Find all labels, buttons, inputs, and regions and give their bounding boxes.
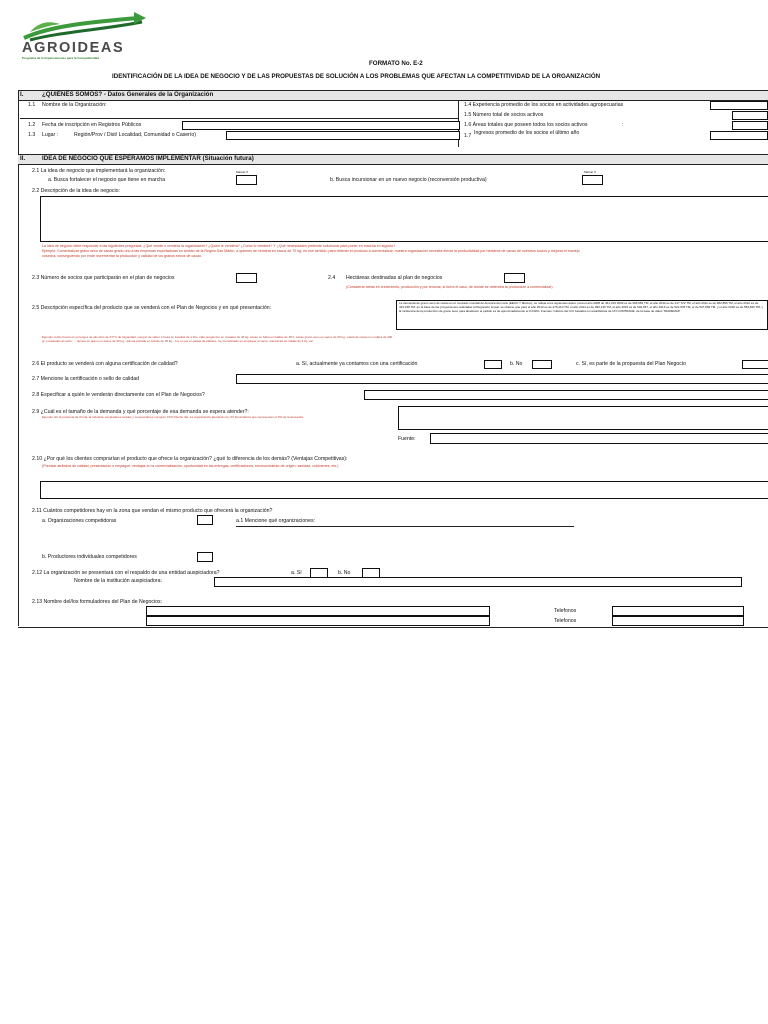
mark-x-a: Marcar X	[236, 170, 249, 174]
phone-field-1[interactable]	[612, 606, 744, 616]
logo-name: AGROIDEAS	[22, 40, 125, 56]
location-field[interactable]	[226, 131, 460, 140]
label-2-6-b: b. No	[510, 361, 523, 367]
label-source: Fuente:	[398, 436, 416, 442]
label-1-3-num: 1.3	[28, 132, 36, 138]
label-2-11-a1: a.1 Mencione qué organizaciones:	[236, 518, 316, 524]
label-1-7: Ingresos promedio de los socios el último año	[474, 130, 580, 136]
label-2-4-num: 2.4	[328, 275, 336, 281]
label-2-13: 2.13 Nombre del/los formuladores del Plan de Negocios:	[32, 599, 163, 605]
label-1-2-num: 1.2	[28, 122, 36, 128]
section-2-number: II.	[20, 155, 26, 162]
note-2-2-line1: La idea de negocio debe responder a las siguientes preguntas: ¿Qué vende o venderá la organización? ¿Quién le venderá? ¿Cómo lo venderá? Y ¿Qué necesidades pretende solucionar para poner en marcha el negocio?	[42, 244, 396, 248]
note-2-10: (Precisar atributos de calidad, presentación o empaque, ventajas en la comercialización, oportunidad en las entregas, certificaciones, reconocimiento de origen, sanidad, volúmenes, etc.)	[42, 464, 339, 468]
label-telefonos-1: Telefonos	[554, 608, 577, 614]
label-2-11: 2.11 Cuántos competidores hay en la zona que vendan el mismo producto que ofrecerá la organización?	[32, 508, 273, 514]
formulator-name-field-2[interactable]	[146, 616, 490, 626]
note-2-2-line2: Ejemplo: Comercializar grano seco de cacao grado uno a las empresas exportadoras en ámbito de la Región San Martín, a quienes de venderá en sacos de 70 kg; en ese sentido, para obtener el producto a comercializar, nuestra organización necesita elevar la productividad por hectárea de cacao de nuestros socios y mejorar el manejo	[42, 249, 580, 253]
mark-x-b: Marcar X	[584, 170, 597, 174]
label-1-6-colon: :	[622, 122, 624, 128]
phone-field-2[interactable]	[612, 616, 744, 626]
label-2-6: 2.6 El producto se venderá con alguna certificación de calidad?	[32, 361, 178, 367]
section-2-title: IDEA DE NEGOCIO QUE ESPERAMOS IMPLEMENTAR (Situación futura)	[42, 155, 254, 162]
checkbox-2-6-a[interactable]	[484, 360, 502, 369]
label-1-4: 1.4 Experiencia promedio de los socios en actividades agropecuarias	[464, 102, 624, 108]
section-1-title: ¿QUIÉNES SOMOS? - Datos Generales de la Organización	[42, 91, 214, 98]
note-2-5: Ejemplo: leche fresca en porongos de aluminio de X?? lt de capacidad, yougurt de sabor a fresa en botellas de 1 litro, café pergamino en costales de 46 kg, cacao en baba en baldes de 18 lt, cacao grano seco en sacos de 50 kg., pasta de cacao en moldes de 200 gr. envasados al vacío, ... quinua en grano en sacos de 50 kg., quinua perlada en bolsas de 25 kg., cuy en pie en jaulas de plástico, cuy beneficiado en empaque al vacío, manzanas en mallas de 1 kg, etc.	[42, 335, 393, 343]
label-2-5: 2.5 Descripción específica del producto que se venderá con el Plan de Negocios y en qué presentación:	[32, 305, 272, 311]
competitor-orgs-count-field[interactable]	[197, 515, 213, 525]
label-1-6: 1.6 Áreas totales que poseen todos los socios activos	[464, 122, 588, 128]
note-2-9: Ejemplo: En la provincia de Chota, la industria, acopiadores locales y consumidores compran XXX lt/leche día. La organización atenderá con XX litros/diarios que representan el X% de la demanda	[42, 415, 303, 419]
label-2-8: 2.8 Especificar a quién le venderán directamente con el Plan de Negocios?	[32, 392, 205, 398]
buyer-field[interactable]	[364, 390, 768, 400]
label-sponsor: Nombre de la institución auspiciadora:	[74, 578, 162, 584]
label-2-12-no: b. No	[338, 570, 351, 576]
checkbox-2-1-a[interactable]	[236, 175, 257, 185]
checkbox-2-6-b[interactable]	[532, 360, 552, 369]
agroideas-logo	[20, 12, 150, 64]
label-2-9: 2.9 ¿Cuál es el tamaño de la demanda y qué porcentaje de esa demanda se espera atender?:	[32, 409, 249, 415]
competitor-orgs-line[interactable]	[236, 526, 574, 527]
label-telefonos-2: Telefonos	[554, 618, 577, 624]
experience-field[interactable]	[710, 101, 768, 110]
format-number: FORMATO No. E-2	[369, 60, 423, 67]
competitive-advantages-field[interactable]	[40, 481, 768, 499]
label-2-6-a: a. Sí, actualmente ya contamos con una certificación	[296, 361, 418, 367]
members-count-field[interactable]	[236, 273, 257, 283]
label-1-3-a: Lugar :	[42, 132, 59, 138]
label-2-1: 2.1 La idea de negocio que implementará la organización:	[32, 168, 166, 174]
product-description-field[interactable]: La demanda de grano seco de cacao en el mercado mundial de América del norte (EEUU Y México), se refleja a los siguientes datos: para el año 2008 de 461,319 2009 es de 406,652 TM, el año 2010 es de 417,722 TM, el año 2011 es de 482,895 TM, el año 2012 es de 433,158 TM, en la base de las proyecciones realizadas al Regresión Lineal, se obtiene que para el año 2013 es de 476,210 TM, el año 2014 es de 490,146 TM, el año 2015 es de 504,057, el año 2016 es de 521,978 TM, el de 537,899 TM, y el año 2018 es de 553,820 TM, y la incidencia de la producción de grano seco para abastecer el pedido es de aproximadamente el 0.019%. Fuentes: Cálculo del CCI basados en estadísticas de UN COMTRADE, de la base de datos TRADEMAP.	[396, 300, 768, 330]
income-field[interactable]	[710, 131, 768, 140]
label-1-3-b: Región/Prov / Dist/ Localidad, Comunidad o Caserío)	[74, 132, 196, 138]
leaf-arrow-icon	[20, 12, 150, 42]
label-2-6-c: c. Sí, es parte de la propuesta del Plan Negocio	[576, 361, 686, 367]
label-1-1-num: 1.1	[28, 102, 36, 108]
note-2-2-line3: cosecha, conseguiendo por ende incrementar la producción y calidad de los granos secos de cacao.	[42, 254, 203, 258]
individual-competitors-field[interactable]	[197, 552, 213, 562]
label-1-2: Fecha de inscripción en Registros Públicos	[42, 122, 142, 128]
label-2-2: 2.2 Descripción de la idea de negocio:	[32, 188, 120, 194]
label-2-10: 2.10 ¿Por qué los clientes comprarían el producto que ofrece la organización? ¿qué lo diferencia de los demás? (Ventajas Competitivas):	[32, 456, 348, 462]
registry-date-field[interactable]	[182, 121, 460, 130]
label-2-7: 2.7 Mencione la certificación o sello de calidad	[32, 376, 139, 382]
label-2-1-b: b. Busca incursionar en un nuevo negocio (reconversión productiva)	[330, 177, 487, 183]
label-2-4: Hectáreas destinadas al plan de negocios	[346, 275, 443, 281]
certification-field[interactable]	[236, 374, 768, 384]
sponsor-field[interactable]	[214, 577, 742, 587]
label-1-5: 1.5 Número total de socios activos	[464, 112, 544, 118]
members-field[interactable]	[732, 111, 768, 120]
label-2-11-a: a. Organizaciones competidoras	[42, 518, 117, 524]
hectares-field[interactable]	[504, 273, 525, 283]
label-2-1-a: a. Busca fortalecer el negocio que tiene en marcha	[48, 177, 166, 183]
area-field[interactable]	[732, 121, 768, 130]
checkbox-2-1-b[interactable]	[582, 175, 603, 185]
label-2-12: 2.12 La organización se presentará con el respaldo de una entidad auspiciadora?	[32, 570, 220, 576]
label-2-12-si: a. Sí	[291, 570, 302, 576]
demand-field[interactable]	[398, 406, 768, 430]
section-1-number: I.	[20, 91, 24, 98]
checkbox-2-6-c[interactable]	[742, 360, 768, 369]
label-1-1: Nombre de la Organización:	[42, 102, 107, 108]
label-2-3: 2.3 Número de socios que participarán en el plan de negocios	[32, 275, 175, 281]
label-1-7-num: 1.7	[464, 133, 472, 139]
business-idea-field[interactable]	[40, 196, 768, 242]
form-title: IDENTIFICACIÓN DE LA IDEA DE NEGOCIO Y DE LAS PROPUESTAS DE SOLUCIÓN A LOS PROBLEMAS QUE AFECTAN LA COMPETITIVIDAD DE LA ORGANIZACIÓN	[112, 73, 601, 80]
label-2-11-b: b. Productores individuales competidores	[42, 554, 137, 560]
source-field[interactable]	[430, 433, 768, 444]
logo-tagline: Programa de Compensaciones para la Competitividad	[22, 56, 100, 60]
note-2-4: (Considerar áreas en crecimiento, producción y por renovar, si fuera el caso, de donde se obtendrá la producción a comercializar)	[346, 285, 553, 289]
formulator-name-field-1[interactable]	[146, 606, 490, 616]
